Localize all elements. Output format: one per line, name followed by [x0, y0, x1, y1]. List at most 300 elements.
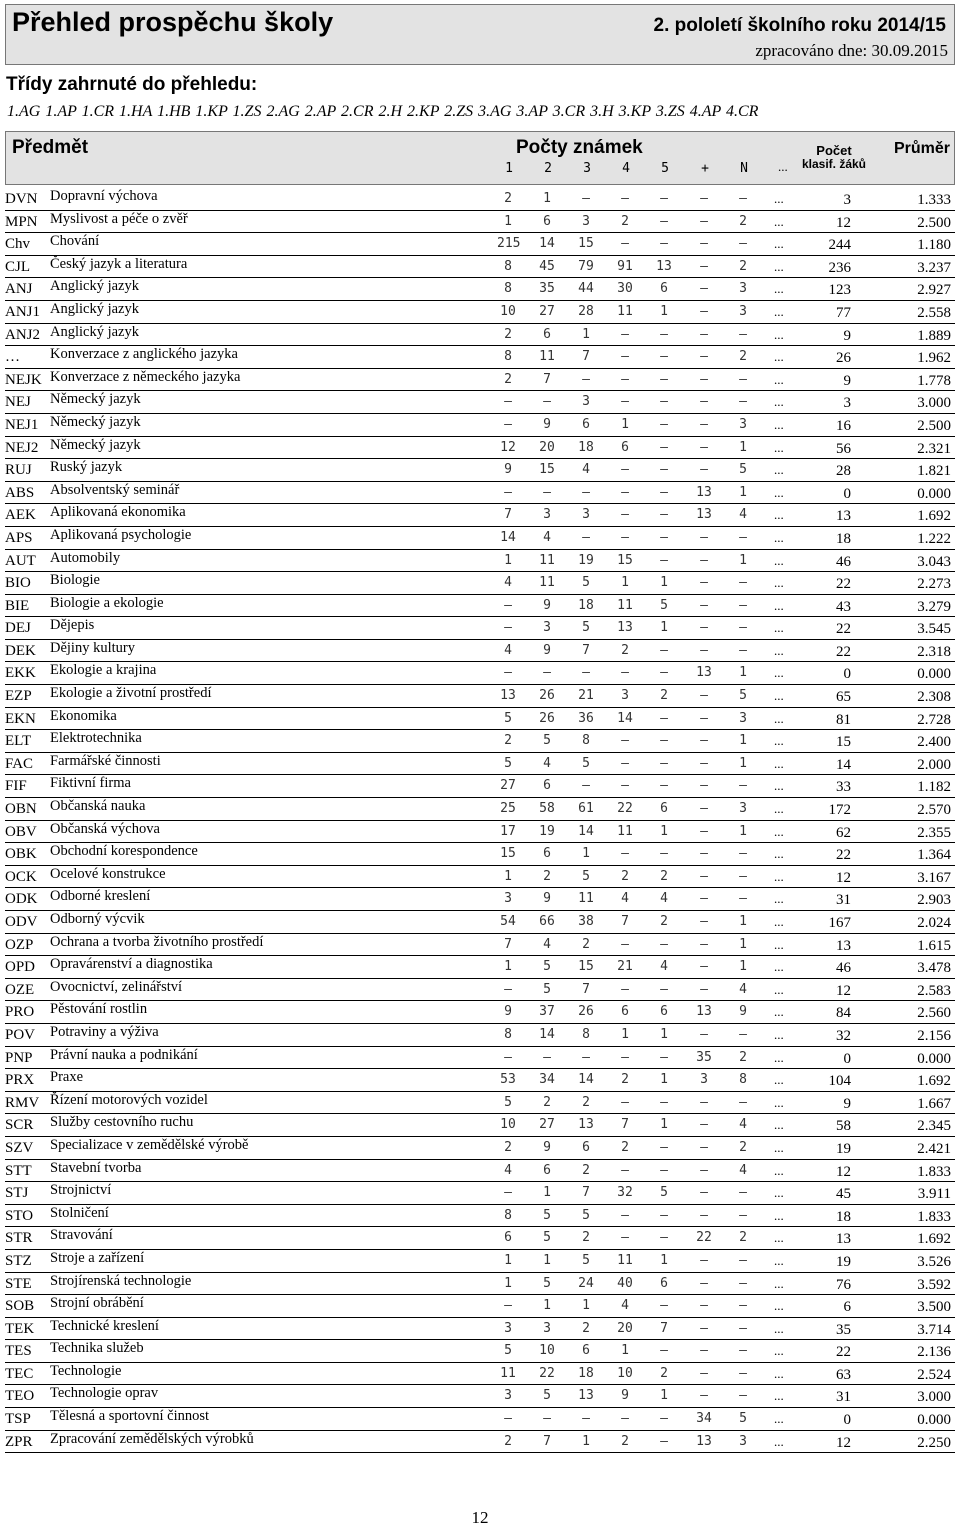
grade-count: 2 — [582, 1230, 590, 1246]
grade-count: 1 — [739, 755, 747, 771]
dots-cell: ... — [774, 868, 784, 884]
grade-count: 38 — [578, 914, 594, 929]
grade-count: 1 — [660, 620, 668, 636]
grade-count: – — [621, 733, 629, 749]
grade-average: 3.592 — [917, 1276, 951, 1293]
grade-count: – — [700, 236, 708, 252]
dots-cell: ... — [774, 936, 784, 952]
subject-code: SZV — [5, 1139, 34, 1156]
table-row — [5, 527, 955, 550]
grade-count: 8 — [504, 258, 512, 274]
table-row — [5, 617, 955, 640]
pupil-count: 236 — [828, 259, 851, 276]
grade-count: 11 — [500, 1365, 516, 1381]
grade-count: 3 — [739, 801, 747, 817]
grade-count: 66 — [539, 914, 555, 929]
table-row — [5, 775, 955, 798]
grade-count: – — [700, 755, 708, 771]
grade-count: – — [660, 326, 668, 342]
dots-cell: ... — [774, 416, 784, 432]
grade-count: 1 — [660, 1117, 668, 1133]
grade-average: 3.478 — [917, 960, 951, 977]
grade-count: 215 — [497, 236, 521, 252]
grade-count: – — [660, 1230, 668, 1246]
dots-cell: ... — [774, 1320, 784, 1336]
grade-count: 5 — [543, 1275, 551, 1291]
subject-name: Opravárenství a diagnostika — [50, 956, 213, 973]
subject-code: ELT — [5, 733, 32, 750]
grade-count: 34 — [539, 1072, 555, 1088]
grade-count: – — [543, 1049, 551, 1065]
table-row — [5, 1047, 955, 1070]
grade-count: – — [621, 981, 629, 997]
grade-count: 6 — [582, 1139, 590, 1155]
grade-count: 7 — [504, 936, 512, 952]
grade-average: 1.333 — [917, 192, 951, 208]
table-row — [5, 1408, 955, 1431]
grade-count: 6 — [621, 1004, 629, 1020]
pupil-count: 0 — [843, 485, 851, 502]
grade-average: 1.692 — [917, 1073, 951, 1090]
dots-cell: ... — [774, 552, 784, 568]
grade-count: – — [739, 1320, 747, 1336]
grade-count: 1 — [660, 575, 668, 591]
grade-count: 6 — [543, 213, 551, 229]
grade-count: 1 — [621, 1026, 629, 1042]
grade-count: 8 — [582, 733, 590, 749]
grade-count: – — [582, 484, 590, 500]
grade-count: – — [700, 191, 708, 206]
grade-count: 37 — [539, 1004, 555, 1020]
grade-count: – — [621, 462, 629, 478]
pupil-count: 81 — [836, 711, 851, 728]
grade-count: 3 — [739, 416, 747, 432]
table-row — [5, 1431, 955, 1454]
subject-code: FAC — [5, 755, 34, 772]
grade-count: 11 — [617, 597, 633, 613]
grade-count: – — [660, 349, 668, 365]
grade-count: 2 — [621, 642, 629, 658]
grade-count: 1 — [621, 416, 629, 432]
grade-average: 3.043 — [917, 553, 951, 570]
dots-cell: ... — [774, 1275, 784, 1291]
grade-count: 5 — [543, 1207, 551, 1223]
subject-name: Ovocnictví, zelinářství — [50, 978, 183, 995]
grade-count: 1 — [543, 191, 551, 206]
grade-count: 2 — [504, 1139, 512, 1155]
page-number: 12 — [471, 1508, 489, 1527]
dots-cell: ... — [774, 281, 784, 297]
table-row — [5, 1273, 955, 1296]
subject-code: TEC — [5, 1365, 34, 1382]
grade-average: 0.000 — [917, 1050, 951, 1067]
pupil-count: 19 — [836, 1140, 851, 1157]
header-grade-counts: Počty známek — [516, 137, 643, 158]
grade-count: – — [739, 236, 747, 252]
grade-count: 27 — [500, 778, 516, 794]
grade-count: 2 — [660, 688, 668, 704]
grade-count: 6 — [582, 1343, 590, 1359]
grade-count: – — [660, 1343, 668, 1359]
grade-count: 4 — [543, 755, 551, 771]
subject-code: OCK — [5, 868, 37, 885]
grade-count: – — [621, 665, 629, 681]
subject-code: EKN — [5, 710, 36, 727]
table-row — [5, 1340, 955, 1363]
grade-count: 1 — [739, 552, 747, 568]
grade-average: 2.500 — [917, 214, 951, 231]
grade-average: 3.279 — [917, 598, 951, 615]
grade-count: – — [504, 394, 512, 410]
dots-cell: ... — [774, 326, 784, 342]
pupil-count: 0 — [843, 666, 851, 683]
pupil-count: 76 — [836, 1276, 851, 1293]
dots-cell: ... — [774, 1230, 784, 1246]
subject-code: STT — [5, 1162, 32, 1179]
pupil-count: 13 — [836, 1231, 851, 1248]
subject-code: ANJ2 — [5, 326, 41, 343]
subject-name: Německý jazyk — [50, 391, 141, 408]
grade-count: 7 — [543, 1433, 551, 1449]
grade-count: 15 — [578, 959, 594, 975]
grade-count: – — [504, 416, 512, 432]
grade-count: – — [621, 1411, 629, 1427]
grade-count: 4 — [739, 981, 747, 997]
grade-count: – — [504, 597, 512, 613]
pupil-count: 6 — [843, 1299, 851, 1316]
grade-count: 3 — [543, 507, 551, 523]
header-grade-1: 1 — [505, 161, 513, 176]
subject-name: Technologie oprav — [50, 1385, 159, 1402]
subject-code: ABS — [5, 484, 35, 501]
grade-count: 1 — [504, 1252, 512, 1268]
grade-count: – — [621, 1049, 629, 1065]
grade-count: – — [700, 213, 708, 229]
grade-count: 8 — [504, 1026, 512, 1042]
grade-count: – — [700, 529, 708, 545]
grade-count: 1 — [582, 846, 590, 862]
subject-name: Ekonomika — [50, 707, 117, 724]
grade-count: 9 — [543, 1139, 551, 1155]
pupil-count: 63 — [836, 1366, 851, 1383]
grade-count: – — [504, 981, 512, 997]
grade-count: – — [700, 1252, 708, 1268]
dots-cell: ... — [774, 981, 784, 997]
subject-code: TEK — [5, 1320, 35, 1337]
grade-count: – — [700, 416, 708, 432]
pupil-count: 3 — [843, 395, 851, 412]
grade-count: – — [504, 1298, 512, 1314]
pupil-count: 104 — [828, 1073, 851, 1090]
grade-count: – — [660, 1094, 668, 1110]
subject-code: ODK — [5, 891, 38, 908]
grade-average: 1.180 — [917, 237, 951, 254]
header-subject: Předmět — [12, 137, 89, 158]
grade-count: 1 — [739, 665, 747, 681]
grade-count: 7 — [582, 642, 590, 658]
dots-cell: ... — [774, 688, 784, 704]
grade-count: 5 — [660, 1185, 668, 1201]
dots-cell: ... — [774, 846, 784, 862]
dots-cell: ... — [774, 349, 784, 365]
grade-count: 44 — [578, 281, 594, 297]
grade-count: 30 — [617, 281, 633, 297]
dots-cell: ... — [774, 462, 784, 478]
table-row — [5, 1318, 955, 1341]
pupil-count: 172 — [828, 802, 851, 819]
subject-name: Dějepis — [50, 617, 95, 634]
grade-count: – — [543, 394, 551, 410]
grade-count: – — [660, 371, 668, 387]
grade-count: – — [582, 1049, 590, 1065]
grade-count: 2 — [621, 1072, 629, 1088]
pupil-count: 12 — [836, 1163, 851, 1180]
grade-count: – — [700, 823, 708, 839]
subject-name: Technologie — [50, 1362, 122, 1379]
pupil-count: 12 — [836, 982, 851, 999]
grade-average: 2.000 — [917, 756, 951, 773]
dots-cell: ... — [774, 484, 784, 500]
dots-cell: ... — [774, 1411, 784, 1427]
grade-average: 1.615 — [917, 937, 951, 954]
subject-code: STJ — [5, 1185, 29, 1202]
subject-code: STR — [5, 1230, 33, 1247]
header-grade-3: 3 — [583, 161, 591, 176]
pupil-count: 62 — [836, 824, 851, 841]
grade-average: 3.237 — [917, 259, 951, 276]
grade-count: 5 — [582, 575, 590, 591]
grade-count: 9 — [621, 1388, 629, 1404]
grade-count: – — [739, 394, 747, 410]
grade-count: – — [504, 1185, 512, 1201]
subject-name: Pěstování rostlin — [50, 1001, 148, 1018]
grade-count: 5 — [739, 688, 747, 704]
grade-count: 7 — [660, 1320, 668, 1336]
grade-count: – — [660, 733, 668, 749]
grade-count: – — [660, 981, 668, 997]
grade-count: – — [621, 507, 629, 523]
grade-count: – — [700, 349, 708, 365]
grade-count: 4 — [504, 642, 512, 658]
grade-count: – — [660, 710, 668, 726]
grade-average: 0.000 — [917, 1412, 951, 1429]
subject-code: TES — [5, 1343, 32, 1360]
dots-cell: ... — [774, 191, 784, 206]
grade-count: – — [700, 959, 708, 975]
grade-count: 26 — [578, 1004, 594, 1020]
grade-count: 3 — [739, 1433, 747, 1449]
subject-name: Český jazyk a literatura — [50, 255, 188, 272]
pupil-count: 35 — [836, 1321, 851, 1338]
grade-average: 2.560 — [917, 1005, 951, 1022]
table-row — [5, 459, 955, 482]
grade-count: – — [739, 1388, 747, 1404]
grade-count: – — [660, 1433, 668, 1449]
table-row — [5, 1137, 955, 1160]
grade-count: 11 — [617, 823, 633, 839]
pupil-count: 28 — [836, 463, 851, 480]
subject-code: NEJ2 — [5, 439, 39, 456]
dots-cell: ... — [774, 236, 784, 252]
grade-count: 4 — [660, 891, 668, 907]
grade-count: – — [543, 1411, 551, 1427]
grade-count: – — [700, 326, 708, 342]
table-row — [5, 1092, 955, 1115]
subject-code: TEO — [5, 1388, 35, 1405]
grade-count: 1 — [621, 575, 629, 591]
grade-count: – — [700, 801, 708, 817]
grade-count: 10 — [539, 1343, 555, 1359]
grade-count: 45 — [539, 258, 555, 274]
table-row — [5, 369, 955, 392]
subject-code: DEK — [5, 642, 36, 659]
subject-code: BIE — [5, 597, 30, 614]
subject-code: MPN — [5, 213, 38, 230]
grade-average: 1.222 — [917, 530, 951, 547]
grade-count: 22 — [617, 801, 633, 817]
pupil-count: 3 — [843, 192, 851, 208]
subject-name: Absolventský seminář — [50, 481, 180, 498]
subject-name: Technika služeb — [50, 1340, 144, 1357]
grade-count: – — [660, 1139, 668, 1155]
table-row — [5, 1363, 955, 1386]
grade-average: 1.889 — [917, 327, 951, 344]
processed-date: zpracováno dne: 30.09.2015 — [755, 41, 948, 60]
grade-count: – — [700, 371, 708, 387]
grade-count: – — [621, 484, 629, 500]
header-grade-plus: + — [701, 161, 709, 176]
subject-name: Tělesná a sportovní činnost — [50, 1408, 210, 1425]
grade-count: 5 — [504, 1343, 512, 1359]
dots-cell: ... — [774, 642, 784, 658]
grade-count: – — [700, 439, 708, 455]
grade-count: 18 — [578, 1365, 594, 1381]
grade-count: – — [621, 326, 629, 342]
grade-count: – — [700, 1207, 708, 1223]
grade-count: 21 — [617, 959, 633, 975]
header-dots: ... — [778, 159, 788, 174]
grade-count: 36 — [578, 710, 594, 726]
subject-code: DEJ — [5, 620, 31, 637]
grade-count: 4 — [582, 462, 590, 478]
pupil-count: 32 — [836, 1027, 851, 1044]
grade-count: 5 — [504, 755, 512, 771]
classes-heading: Třídy zahrnuté do přehledu: — [6, 74, 258, 95]
title-box — [5, 4, 955, 65]
dots-cell: ... — [774, 665, 784, 681]
subject-code: STZ — [5, 1252, 32, 1269]
grade-count: 6 — [660, 801, 668, 817]
grade-count: 18 — [578, 439, 594, 455]
subject-code: ZPR — [5, 1433, 33, 1450]
dots-cell: ... — [774, 1433, 784, 1449]
grade-count: – — [700, 778, 708, 794]
pupil-count: 31 — [836, 1389, 851, 1406]
grade-count: – — [621, 778, 629, 794]
pupil-count: 14 — [836, 756, 851, 773]
grade-average: 3.167 — [917, 869, 951, 886]
subject-name: Automobily — [50, 549, 121, 566]
table-row — [5, 934, 955, 957]
grade-count: – — [504, 665, 512, 681]
grade-count: 3 — [582, 213, 590, 229]
grade-count: – — [582, 665, 590, 681]
grade-count: 25 — [500, 801, 516, 817]
pupil-count: 167 — [828, 915, 851, 931]
grade-count: 5 — [543, 959, 551, 975]
dots-cell: ... — [774, 258, 784, 274]
subject-name: Odborné kreslení — [50, 888, 151, 905]
table-row — [5, 211, 955, 234]
grade-count: 12 — [500, 439, 516, 455]
subject-code: BIO — [5, 575, 31, 592]
pupil-count: 244 — [828, 237, 851, 254]
subject-name: Chování — [50, 233, 100, 250]
grade-count: 3 — [700, 1072, 708, 1088]
grade-count: 11 — [539, 575, 555, 591]
subject-code: … — [5, 349, 20, 366]
grade-count: 3 — [739, 303, 747, 319]
grade-count: 2 — [739, 213, 747, 229]
grade-count: 35 — [539, 281, 555, 297]
grade-average: 0.000 — [917, 666, 951, 683]
grades-table — [5, 188, 955, 1453]
grade-count: 7 — [543, 371, 551, 387]
grade-average: 3.545 — [917, 621, 951, 638]
grade-count: – — [660, 462, 668, 478]
pupil-count: 22 — [836, 847, 851, 864]
table-row — [5, 1069, 955, 1092]
grade-count: 2 — [504, 191, 512, 206]
grade-count: 1 — [660, 1252, 668, 1268]
grade-count: – — [504, 1411, 512, 1427]
grade-count: 5 — [739, 462, 747, 478]
pupil-count: 84 — [836, 1005, 851, 1022]
grade-count: 1 — [739, 733, 747, 749]
grade-count: – — [621, 936, 629, 952]
grade-count: 1 — [543, 1185, 551, 1201]
grade-count: 7 — [582, 981, 590, 997]
pupil-count: 65 — [836, 689, 851, 706]
dots-cell: ... — [774, 959, 784, 975]
grade-count: – — [700, 1320, 708, 1336]
grade-count: 1 — [660, 823, 668, 839]
table-row — [5, 572, 955, 595]
grade-count: 26 — [539, 710, 555, 726]
grade-count: 2 — [504, 733, 512, 749]
grade-count: 1 — [504, 552, 512, 568]
grade-count: 9 — [543, 891, 551, 907]
grade-count: 32 — [617, 1185, 633, 1201]
grade-count: – — [582, 371, 590, 387]
table-row — [5, 866, 955, 889]
subject-name: Specializace v zemědělské výrobě — [50, 1136, 249, 1153]
grade-count: 15 — [539, 462, 555, 478]
grade-average: 2.308 — [917, 689, 951, 706]
grade-count: – — [700, 1117, 708, 1133]
grade-average: 3.526 — [917, 1253, 951, 1270]
table-row — [5, 1114, 955, 1137]
subject-name: Anglický jazyk — [50, 323, 139, 340]
grade-count: – — [660, 1162, 668, 1178]
grade-count: 2 — [543, 868, 551, 884]
grade-count: – — [739, 1207, 747, 1223]
dots-cell: ... — [774, 1117, 784, 1133]
pupil-count: 22 — [836, 643, 851, 660]
grade-average: 2.136 — [917, 1344, 951, 1361]
table-row — [5, 1385, 955, 1408]
grade-count: 4 — [621, 891, 629, 907]
